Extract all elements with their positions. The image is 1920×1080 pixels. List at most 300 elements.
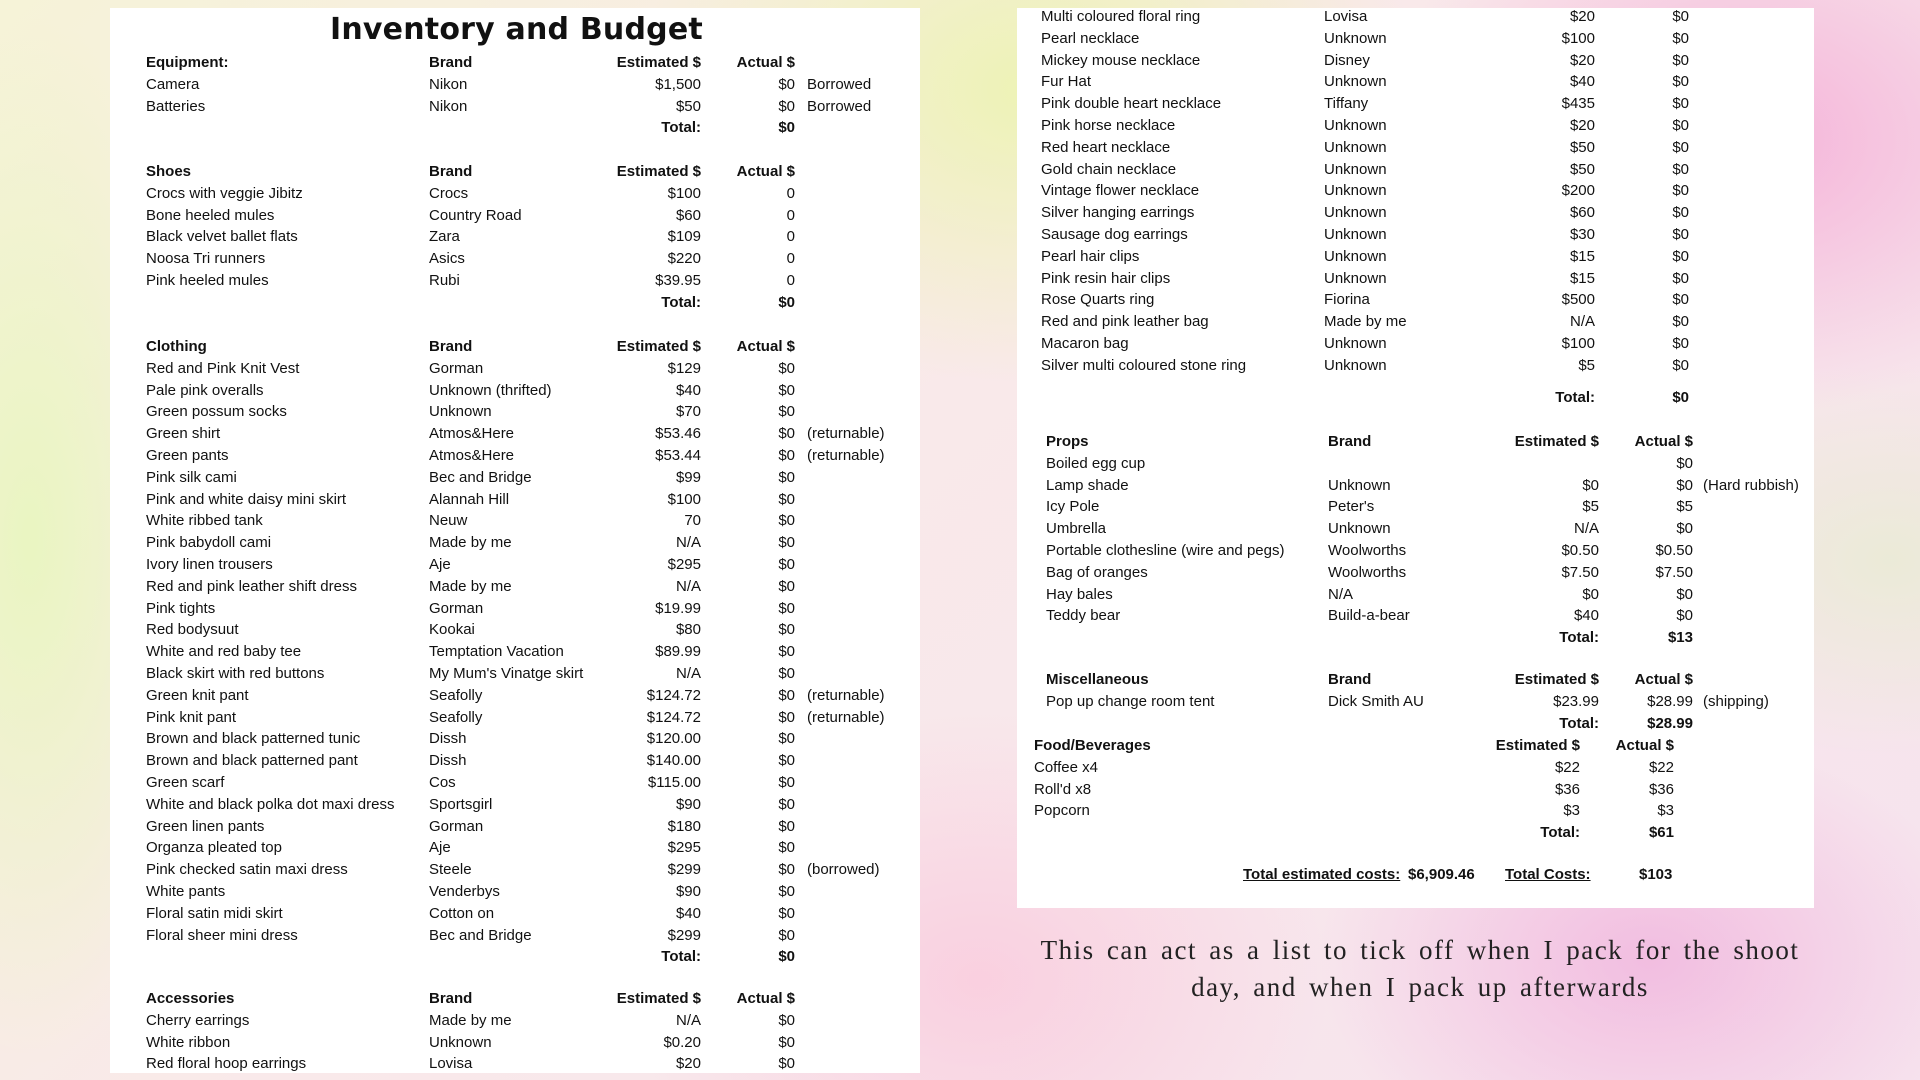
- item-brand: Sportsgirl: [429, 795, 493, 813]
- item-actual: $0: [1672, 160, 1689, 178]
- item-name: Icy Pole: [1046, 498, 1100, 516]
- item-name: Pink checked satin maxi dress: [146, 861, 348, 879]
- total-label: Total:: [1540, 824, 1580, 842]
- item-estimated: $99: [675, 468, 701, 486]
- item-estimated: $20: [675, 1055, 701, 1073]
- item-estimated: $220: [667, 250, 701, 268]
- item-actual: $0: [1672, 313, 1689, 331]
- item-brand: Aje: [429, 839, 451, 857]
- item-brand: Made by me: [429, 577, 512, 595]
- item-actual: $0: [778, 577, 795, 595]
- item-actual: $0: [778, 1055, 795, 1073]
- item-brand: Bec and Bridge: [429, 926, 532, 944]
- item-brand: Dick Smith AU: [1328, 692, 1424, 710]
- item-actual: $0: [778, 381, 795, 399]
- item-brand: Unknown: [429, 403, 492, 421]
- item-estimated: $20: [1569, 117, 1595, 134]
- item-name: Macaron bag: [1041, 335, 1129, 352]
- item-brand: Aje: [429, 556, 451, 573]
- item-actual: $0: [1672, 95, 1689, 113]
- item-actual: $0: [778, 1033, 795, 1051]
- item-actual: $0: [778, 490, 795, 508]
- item-actual: $0: [1672, 204, 1689, 222]
- actual-column-header: Actual $: [736, 990, 795, 1007]
- item-name: Pink babydoll cami: [146, 534, 272, 552]
- item-name: Crocs with veggie Jibitz: [146, 184, 303, 202]
- item-estimated: N/A: [675, 1011, 701, 1029]
- item-estimated: $0: [1582, 585, 1599, 603]
- item-estimated: $7.50: [1561, 563, 1599, 581]
- item-estimated: $295: [667, 556, 701, 573]
- item-name: Red and pink leather shift dress: [146, 577, 357, 595]
- item-estimated: $1,500: [655, 75, 701, 93]
- total-estimated-label: Total estimated costs:: [1243, 866, 1401, 883]
- item-note: (borrowed): [807, 861, 880, 879]
- item-actual: 0: [786, 206, 795, 224]
- item-actual: $0: [1672, 51, 1689, 69]
- item-actual: $0: [778, 359, 795, 377]
- item-brand: Rubi: [429, 272, 460, 289]
- item-actual: $0: [1672, 8, 1689, 25]
- brand-column-header: Brand: [429, 163, 473, 180]
- item-name: Popcorn: [1034, 802, 1090, 820]
- item-name: Silver hanging earrings: [1041, 204, 1195, 222]
- item-actual: $0: [778, 774, 795, 791]
- item-actual: $0: [778, 75, 795, 93]
- item-name: Green knit pant: [146, 686, 249, 704]
- item-estimated: $40: [1573, 607, 1599, 625]
- item-estimated: $500: [1561, 291, 1595, 309]
- item-actual: $0: [778, 839, 795, 857]
- item-brand: Unknown: [1324, 138, 1387, 156]
- item-name: Pink knit pant: [146, 708, 237, 726]
- item-name: Coffee x4: [1034, 758, 1098, 776]
- right-page: [1017, 8, 1814, 908]
- item-brand: Dissh: [429, 730, 467, 748]
- item-estimated: N/A: [1569, 313, 1595, 331]
- item-actual: 0: [786, 272, 795, 289]
- item-estimated: $90: [675, 795, 701, 813]
- actual-column-header: Actual $: [736, 54, 795, 71]
- item-brand: Woolworths: [1328, 542, 1407, 559]
- total-label: Total:: [1559, 629, 1599, 647]
- item-actual: $0: [1672, 247, 1689, 265]
- brand-column-header: Brand: [429, 338, 473, 355]
- item-brand: Nikon: [429, 75, 468, 93]
- total-value: $0: [778, 119, 795, 137]
- page-title: Inventory and Budget: [330, 12, 703, 47]
- item-actual: $0: [778, 556, 795, 573]
- item-estimated: $129: [667, 359, 701, 377]
- item-actual: $0: [778, 817, 795, 835]
- item-estimated: $60: [675, 206, 701, 224]
- item-name: Mickey mouse necklace: [1041, 51, 1201, 69]
- item-estimated: $53.44: [655, 447, 701, 464]
- item-name: Red bodysuut: [146, 621, 239, 639]
- total-value: $0: [1672, 389, 1689, 406]
- total-value: $61: [1648, 824, 1674, 842]
- item-actual: $0: [778, 403, 795, 421]
- item-name: Cherry earrings: [146, 1011, 250, 1029]
- item-name: Floral satin midi skirt: [146, 904, 283, 922]
- item-brand: Country Road: [429, 206, 522, 224]
- item-brand: Build-a-bear: [1328, 607, 1410, 625]
- item-name: Pearl necklace: [1041, 29, 1140, 47]
- item-name: Black velvet ballet flats: [146, 228, 298, 246]
- item-brand: Cotton on: [429, 904, 495, 922]
- estimated-column-header: Estimated $: [1495, 737, 1580, 754]
- item-note: (Hard rubbish): [1703, 476, 1799, 494]
- item-actual: $0: [1672, 226, 1689, 243]
- item-note: (returnable): [807, 686, 885, 704]
- item-actual: $0: [778, 468, 795, 486]
- total-label: Total:: [1555, 389, 1595, 406]
- item-estimated: N/A: [675, 665, 701, 682]
- item-actual: $28.99: [1647, 692, 1693, 710]
- item-brand: Disney: [1324, 51, 1370, 69]
- item-name: Hay bales: [1046, 585, 1113, 603]
- item-name: Pearl hair clips: [1041, 247, 1140, 265]
- item-brand: N/A: [1328, 585, 1354, 603]
- item-actual: $0: [1676, 454, 1693, 472]
- item-brand: Atmos&Here: [429, 447, 515, 464]
- total-label: Total:: [661, 119, 701, 137]
- item-actual: $0: [778, 730, 795, 748]
- item-note: (returnable): [807, 447, 885, 464]
- item-estimated: $299: [667, 861, 701, 879]
- item-estimated: $70: [675, 403, 701, 421]
- item-actual: $0: [778, 1011, 795, 1029]
- item-actual: $0: [778, 447, 795, 464]
- actual-column-header: Actual $: [736, 338, 795, 355]
- item-estimated: $0: [1582, 476, 1599, 494]
- item-brand: Unknown: [1324, 29, 1387, 47]
- section-heading: Accessories: [146, 990, 235, 1007]
- item-actual: $7.50: [1655, 563, 1693, 581]
- item-brand: Temptation Vacation: [429, 643, 564, 661]
- item-brand: Steele: [429, 861, 472, 879]
- item-brand: Cos: [429, 774, 456, 791]
- item-estimated: $23.99: [1553, 692, 1599, 710]
- item-brand: Unknown: [1324, 247, 1387, 265]
- item-actual: $0: [1672, 269, 1689, 287]
- item-brand: Unknown: [1324, 182, 1387, 200]
- item-actual: 0: [786, 228, 795, 246]
- total-value: $0: [778, 293, 795, 311]
- item-estimated: $100: [1561, 335, 1595, 352]
- item-name: Boiled egg cup: [1046, 454, 1146, 472]
- item-brand: Gorman: [429, 359, 484, 377]
- item-estimated: $100: [667, 490, 701, 508]
- item-name: Red heart necklace: [1041, 138, 1171, 156]
- item-estimated: $50: [1569, 160, 1595, 178]
- item-actual: $0: [1672, 335, 1689, 352]
- item-brand: Kookai: [429, 621, 475, 639]
- brand-column-header: Brand: [1328, 671, 1372, 688]
- item-name: Green possum socks: [146, 403, 287, 421]
- item-name: Organza pleated top: [146, 839, 282, 857]
- caption: This can act as a list to tick off when I pack for the shoot day, and when I pack up afterwards: [1040, 935, 1800, 1002]
- item-estimated: N/A: [675, 534, 701, 552]
- item-name: White ribbed tank: [146, 512, 263, 530]
- item-brand: Atmos&Here: [429, 425, 515, 443]
- actual-column-header: Actual $: [1615, 737, 1674, 754]
- brand-column-header: Brand: [429, 990, 473, 1007]
- item-actual: $0: [778, 883, 795, 900]
- item-brand: Alannah Hill: [429, 490, 510, 508]
- item-name: White ribbon: [146, 1033, 231, 1051]
- item-estimated: $200: [1561, 182, 1595, 200]
- item-actual: $0: [1676, 607, 1693, 625]
- item-estimated: 70: [684, 512, 701, 530]
- item-estimated: $100: [1561, 29, 1595, 47]
- props-heading: Props: [1046, 433, 1089, 450]
- item-actual: $0: [778, 904, 795, 922]
- item-brand: Lovisa: [429, 1055, 473, 1073]
- item-note: Borrowed: [807, 75, 872, 93]
- total-label: Total:: [1559, 714, 1599, 732]
- item-name: Red and pink leather bag: [1041, 313, 1209, 331]
- item-name: Red and Pink Knit Vest: [146, 359, 300, 377]
- item-brand: Crocs: [429, 184, 469, 202]
- item-estimated: $15: [1569, 247, 1595, 265]
- item-actual: $0: [1672, 29, 1689, 47]
- item-estimated: $40: [1569, 73, 1595, 91]
- item-actual: $0: [1676, 520, 1693, 538]
- item-actual: $0: [778, 534, 795, 552]
- item-actual: $0: [778, 665, 795, 682]
- item-actual: $22: [1648, 758, 1674, 776]
- item-brand: Unknown: [1324, 117, 1387, 134]
- item-brand: Peter's: [1328, 498, 1375, 516]
- estimated-column-header: Estimated $: [1514, 433, 1599, 450]
- item-estimated: $140.00: [646, 752, 701, 770]
- item-actual: $0: [1676, 476, 1693, 494]
- item-estimated: $40: [675, 904, 701, 922]
- item-name: Silver multi coloured stone ring: [1041, 356, 1247, 374]
- item-brand: Neuw: [429, 512, 468, 530]
- item-name: Teddy bear: [1046, 607, 1121, 625]
- item-actual: $0: [778, 512, 795, 530]
- item-name: White pants: [146, 883, 226, 900]
- item-estimated: $5: [1582, 498, 1599, 516]
- item-name: Multi coloured floral ring: [1041, 8, 1201, 25]
- section-heading: Shoes: [146, 163, 192, 180]
- item-brand: Bec and Bridge: [429, 468, 532, 486]
- item-brand: Nikon: [429, 97, 468, 115]
- item-name: Vintage flower necklace: [1041, 182, 1200, 200]
- item-actual: $0: [778, 708, 795, 726]
- item-brand: Tiffany: [1324, 95, 1369, 113]
- item-name: Fur Hat: [1041, 73, 1092, 91]
- item-name: Pink horse necklace: [1041, 117, 1176, 134]
- brand-column-header: Brand: [429, 54, 473, 71]
- item-name: Pink silk cami: [146, 468, 237, 486]
- item-name: Bone heeled mules: [146, 206, 275, 224]
- item-actual: $0: [1672, 73, 1689, 91]
- item-name: White and red baby tee: [146, 643, 302, 661]
- item-brand: Unknown: [1324, 226, 1387, 243]
- item-brand: Dissh: [429, 752, 467, 770]
- item-brand: Made by me: [429, 534, 512, 552]
- total-costs-value: $103: [1639, 866, 1673, 883]
- item-name: White and black polka dot maxi dress: [146, 795, 395, 813]
- item-brand: My Mum's Vinatge skirt: [429, 665, 584, 682]
- item-actual: 0: [786, 250, 795, 268]
- section-heading: Equipment:: [146, 54, 229, 71]
- estimated-column-header: Estimated $: [616, 338, 701, 355]
- item-estimated: $299: [667, 926, 701, 944]
- item-brand: Unknown (thrifted): [429, 381, 552, 399]
- item-brand: Asics: [429, 250, 465, 268]
- total-costs-label: Total Costs:: [1505, 866, 1591, 883]
- item-brand: Unknown: [1324, 335, 1387, 352]
- item-name: Umbrella: [1046, 520, 1107, 538]
- estimated-column-header: Estimated $: [616, 990, 701, 1007]
- item-estimated: $124.72: [646, 686, 701, 704]
- item-brand: Unknown: [1324, 204, 1387, 222]
- item-brand: Unknown: [1324, 73, 1387, 91]
- left-page: [110, 8, 920, 1073]
- item-name: Rose Quarts ring: [1041, 291, 1155, 309]
- total-value: $28.99: [1647, 714, 1693, 732]
- item-brand: Gorman: [429, 817, 484, 835]
- item-name: Batteries: [146, 97, 206, 115]
- item-estimated: $180: [667, 817, 701, 835]
- item-estimated: $50: [1569, 138, 1595, 156]
- item-name: Pale pink overalls: [146, 381, 264, 399]
- actual-column-header: Actual $: [1634, 671, 1693, 688]
- item-name: Brown and black patterned pant: [146, 752, 358, 770]
- item-estimated: $19.99: [655, 599, 701, 617]
- item-name: Red floral hoop earrings: [146, 1055, 307, 1073]
- item-name: Pink tights: [146, 599, 216, 617]
- item-estimated: $22: [1554, 758, 1580, 776]
- item-brand: Woolworths: [1328, 563, 1407, 581]
- item-estimated: $120.00: [646, 730, 701, 748]
- item-estimated: $15: [1569, 269, 1595, 287]
- item-brand: Unknown: [1328, 476, 1391, 494]
- item-estimated: $40: [675, 381, 701, 399]
- item-name: Pink resin hair clips: [1041, 269, 1171, 287]
- item-estimated: $89.99: [655, 643, 701, 661]
- item-name: Pop up change room tent: [1046, 692, 1215, 710]
- item-actual: $0: [778, 599, 795, 617]
- item-note: Borrowed: [807, 97, 872, 115]
- item-actual: $0: [778, 643, 795, 661]
- item-actual: $3: [1657, 802, 1674, 820]
- section-heading: Clothing: [146, 338, 207, 355]
- item-brand: Unknown: [429, 1033, 492, 1051]
- item-actual: $0: [1676, 585, 1693, 603]
- item-brand: Unknown: [1324, 356, 1387, 374]
- total-value: $0: [778, 948, 795, 966]
- item-estimated: $435: [1561, 95, 1595, 113]
- item-actual: $0.50: [1655, 542, 1693, 559]
- item-actual: $0: [1672, 356, 1689, 374]
- item-name: Bag of oranges: [1046, 563, 1148, 581]
- item-name: Green pants: [146, 447, 229, 464]
- item-brand: Seafolly: [429, 686, 483, 704]
- item-note: (returnable): [807, 708, 885, 726]
- item-actual: $5: [1676, 498, 1693, 516]
- item-note: (shipping): [1703, 692, 1769, 710]
- item-estimated: N/A: [675, 577, 701, 595]
- item-estimated: $295: [667, 839, 701, 857]
- total-label: Total:: [661, 948, 701, 966]
- item-brand: Zara: [429, 228, 460, 246]
- item-name: Floral sheer mini dress: [146, 926, 298, 944]
- item-estimated: $124.72: [646, 708, 701, 726]
- item-actual: $0: [778, 621, 795, 639]
- item-estimated: $36: [1554, 780, 1580, 798]
- item-name: Green scarf: [146, 774, 225, 791]
- item-name: Camera: [146, 75, 200, 93]
- item-name: Lamp shade: [1046, 476, 1129, 494]
- item-actual: $0: [1672, 182, 1689, 200]
- item-actual: $0: [1672, 138, 1689, 156]
- item-name: Gold chain necklace: [1041, 160, 1177, 178]
- item-estimated: $90: [675, 883, 701, 900]
- item-brand: Made by me: [429, 1011, 512, 1029]
- item-actual: $0: [778, 686, 795, 704]
- item-estimated: $53.46: [655, 425, 701, 443]
- item-name: Pink double heart necklace: [1041, 95, 1222, 113]
- item-actual: $0: [778, 795, 795, 813]
- item-actual: 0: [786, 184, 795, 202]
- item-estimated: $39.95: [655, 272, 701, 289]
- item-estimated: $30: [1569, 226, 1595, 243]
- item-name: Black skirt with red buttons: [146, 665, 325, 682]
- estimated-column-header: Estimated $: [1514, 671, 1599, 688]
- item-estimated: $80: [675, 621, 701, 639]
- item-actual: $0: [778, 752, 795, 770]
- food-heading: Food/Beverages: [1034, 737, 1151, 754]
- item-brand: Unknown: [1328, 520, 1391, 538]
- brand-column-header: Brand: [1328, 433, 1372, 450]
- item-name: Pink heeled mules: [146, 272, 269, 289]
- item-estimated: $109: [667, 228, 701, 246]
- item-name: Green linen pants: [146, 817, 265, 835]
- item-actual: $0: [778, 97, 795, 115]
- item-estimated: $60: [1569, 204, 1595, 222]
- item-name: Portable clothesline (wire and pegs): [1046, 542, 1285, 559]
- item-estimated: $115.00: [647, 774, 701, 791]
- item-name: Sausage dog earrings: [1041, 226, 1188, 243]
- item-actual: $0: [778, 861, 795, 879]
- item-brand: Lovisa: [1324, 8, 1368, 25]
- item-name: Green shirt: [146, 425, 221, 443]
- item-actual: $0: [1672, 291, 1689, 309]
- item-brand: Made by me: [1324, 313, 1407, 331]
- misc-heading: Miscellaneous: [1046, 671, 1149, 688]
- item-note: (returnable): [807, 425, 885, 443]
- item-brand: Unknown: [1324, 269, 1387, 287]
- total-label: Total:: [661, 293, 701, 311]
- item-name: Roll'd x8: [1034, 780, 1092, 798]
- total-value: $13: [1667, 629, 1693, 647]
- item-estimated: N/A: [1573, 520, 1599, 538]
- item-actual: $0: [778, 425, 795, 443]
- item-estimated: $100: [667, 184, 701, 202]
- item-estimated: $20: [1569, 8, 1595, 25]
- estimated-column-header: Estimated $: [616, 54, 701, 71]
- item-name: Noosa Tri runners: [146, 250, 266, 268]
- estimated-column-header: Estimated $: [616, 163, 701, 180]
- item-estimated: $0.50: [1561, 542, 1599, 559]
- item-brand: Unknown: [1324, 160, 1387, 178]
- item-estimated: $3: [1563, 802, 1580, 820]
